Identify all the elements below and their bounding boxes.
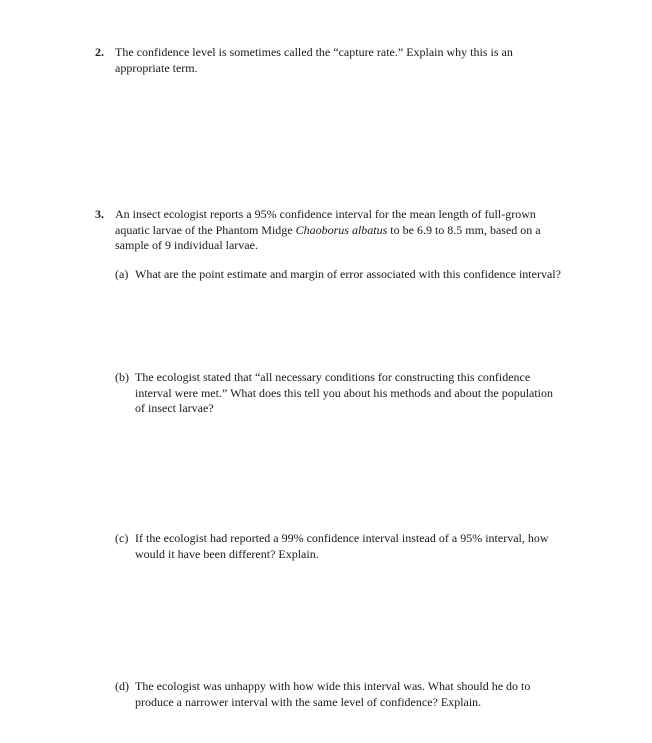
question-line-start: aquatic larvae of the Phantom Midge: [115, 222, 296, 237]
part-label: (c): [115, 531, 129, 545]
part-line: If the ecologist had reported a 99% confidence interval instead of a 95% interval, how: [135, 531, 549, 545]
part-text: [135, 679, 605, 710]
part-text: [135, 370, 605, 417]
question-line: sample of 9 individual larvae.: [115, 238, 258, 252]
part-line: The ecologist stated that “all necessary conditions for constructing this confidence: [135, 370, 531, 384]
question-line: An insect ecologist reports a 95% confidence interval for the mean length of full-grown: [115, 207, 536, 221]
part-text: [135, 267, 605, 283]
question-line-rest: to be 6.9 to 8.5 mm, based on a: [387, 222, 541, 237]
question-line: The confidence level is sometimes called the “capture rate.” Explain why this is an: [115, 45, 513, 59]
part-label: (a): [115, 267, 129, 281]
question-line: appropriate term.: [115, 60, 198, 75]
part-label: (d): [115, 679, 129, 693]
part-line: The ecologist was unhappy with how wide this interval was. What should he do to: [135, 679, 531, 693]
species-name: Chaoborus albatus: [295, 222, 388, 237]
part-line: interval were met.” What does this tell you about his methods and about the population: [135, 385, 554, 400]
part-line: produce a narrower interval with the same level of confidence? Explain.: [135, 694, 482, 709]
part-line: would it have been different? Explain.: [135, 546, 319, 561]
question-line: [115, 223, 590, 239]
part-label: (b): [115, 370, 129, 384]
part-text: [135, 531, 605, 562]
question-text: [115, 207, 590, 254]
question-text: [115, 45, 590, 76]
part-line: What are the point estimate and margin of error associated with this confidence interval?: [135, 267, 561, 281]
part-line: of insect larvae?: [135, 401, 214, 415]
question-number: 2.: [95, 45, 104, 59]
question-number: 3.: [95, 207, 104, 221]
